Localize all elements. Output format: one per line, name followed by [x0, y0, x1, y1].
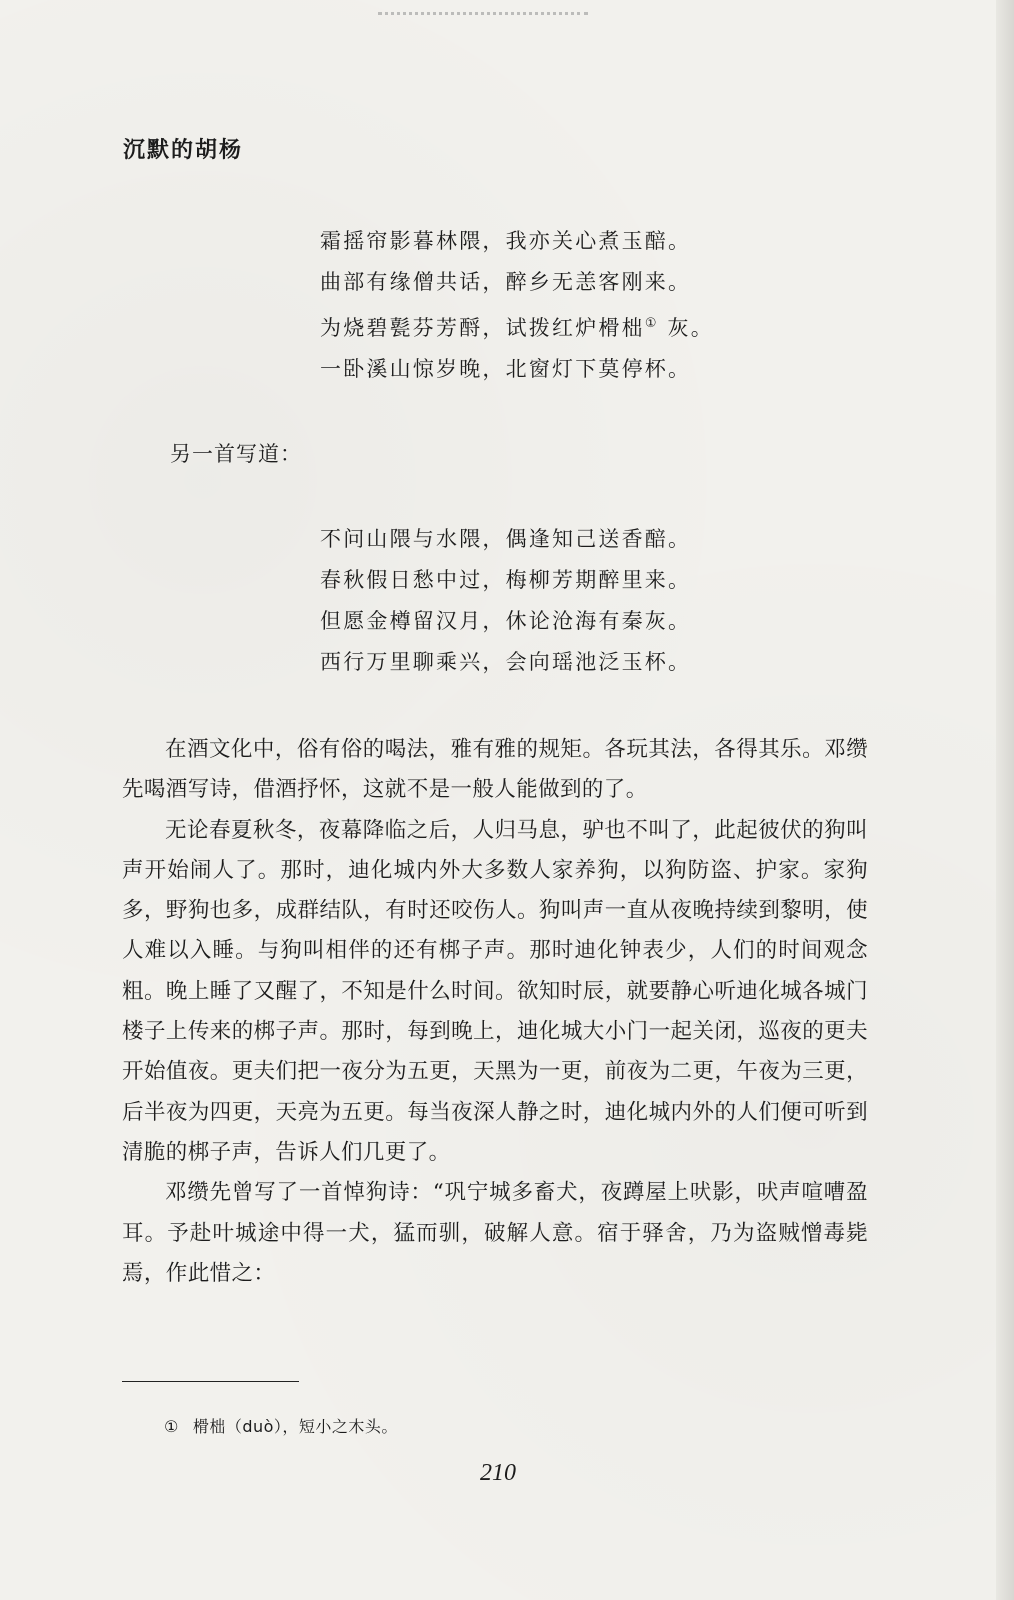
body-text — [122, 730, 868, 1294]
paragraph: 在酒文化中，俗有俗的喝法，雅有雅的规矩。各玩其法，各得其乐。邓缵先喝酒写诗，借酒抒怀，这就不是一般人能做到的了。 — [122, 737, 868, 803]
poem-line: 春秋假日愁中过，梅柳芳期醉里来。 — [320, 568, 692, 592]
poem-first — [320, 221, 714, 390]
paragraph: 邓缵先曾写了一首悼狗诗：“巩宁城多畜犬，夜蹲屋上吠影，吠声喧嘈盈耳。予赴叶城途中得一犬，猛而驯，破解人意。宿于驿舍，乃为盗贼憎毒毙焉，作此惜之： — [122, 1180, 868, 1286]
footnote-text: 榾柮（duò），短小之木头。 — [192, 1417, 398, 1436]
running-head: 沉默的胡杨 — [123, 137, 244, 163]
page-number: 210 — [480, 1460, 516, 1486]
poem-line — [320, 303, 714, 349]
poem-line-tail: 灰。 — [658, 316, 714, 340]
poem-line: 曲部有缘僧共话，醉乡无恙客刚来。 — [320, 270, 692, 294]
footnote — [164, 1414, 398, 1437]
page-edge-shadow — [996, 0, 1014, 1600]
poem-line: 西行万里聊乘兴，会向瑶池泛玉杯。 — [320, 650, 692, 674]
footnote-rule — [122, 1381, 299, 1382]
poem-line: 霜摇帘影暮林隈，我亦关心煮玉醅。 — [320, 229, 692, 253]
footnote-mark: ① — [164, 1417, 179, 1436]
poem-second — [320, 519, 691, 683]
poem-line-text: 为烧碧甏芬芳酹，试拨红炉榾柮 — [320, 316, 645, 340]
cropped-top-text — [378, 0, 588, 15]
poem-line: 一卧溪山惊岁晚，北窗灯下莫停杯。 — [320, 357, 692, 381]
poem-line: 但愿金樽留汉月，休论沧海有秦灰。 — [320, 609, 692, 633]
poem-line: 不问山隈与水隈，偶逢知己送香醅。 — [320, 527, 692, 551]
paragraph: 无论春夏秋冬，夜幕降临之后，人归马息，驴也不叫了，此起彼伏的狗叫声开始闹人了。那时，迪化城内外大多数人家养狗，以狗防盗、护家。家狗多，野狗也多，成群结队，有时还咬伤人。狗叫声一直从夜晚持续到黎明，使人难以入睡。与狗叫相伴的还有梆子声。那时迪化钟表少，人们的时间观念粗。晚上睡了又醒了，不知是什么时间。欲知时辰，就要静心听迪化城各城门楼子上传来的梆子声。那时，每到晚上，迪化城大小门一起关闭，巡夜的更夫开始值夜。更夫们把一夜分为五更，天黑为一更，前夜为二更，午夜为三更，后半夜为四更，天亮为五更。每当夜深人静之时，迪化城内外的人们便可听到清脆的梆子声，告诉人们几更了。 — [122, 817, 868, 1165]
intro-line: 另一首写道： — [170, 442, 302, 466]
footnote-marker: ① — [644, 316, 659, 331]
